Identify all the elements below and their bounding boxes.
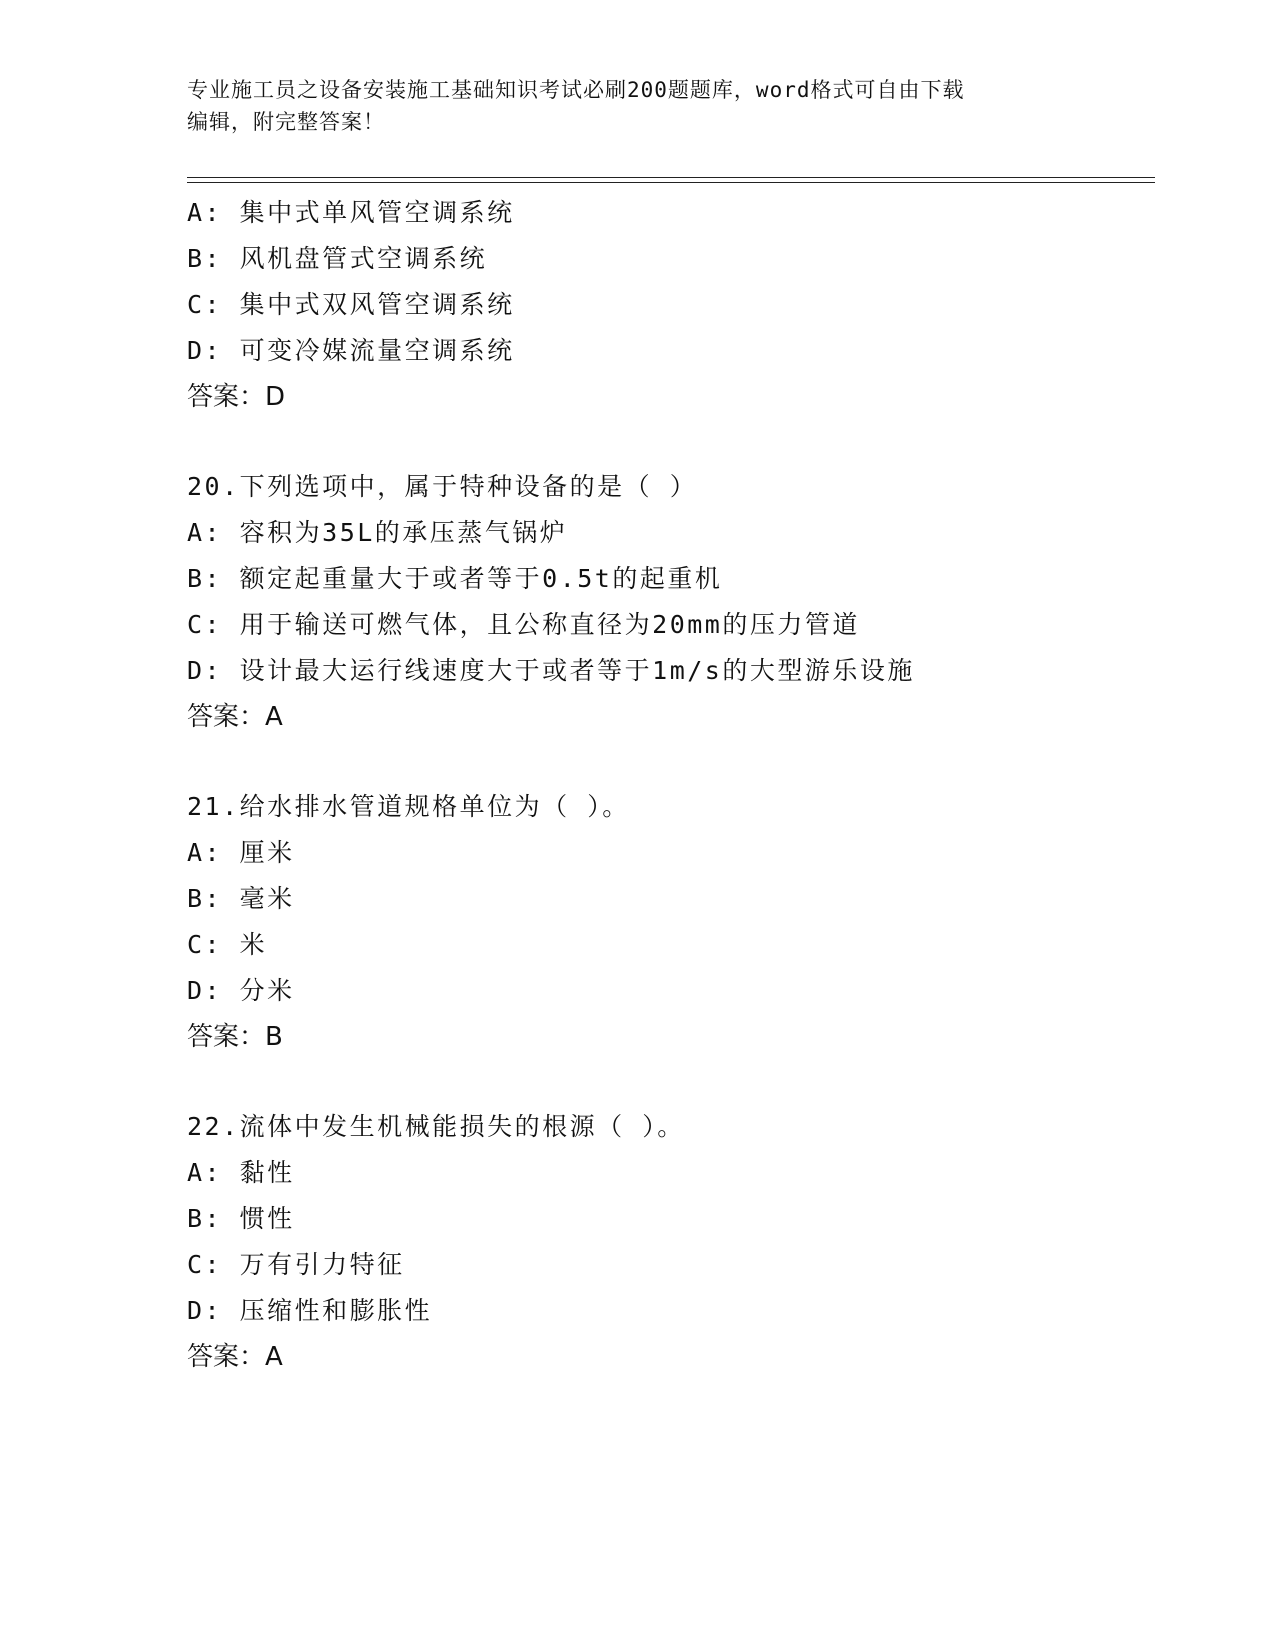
answer-line: 答案：A — [187, 1342, 283, 1372]
question-text: 21.给水排水管道规格单位为（ ）。 — [187, 792, 630, 821]
document-header — [187, 74, 1067, 138]
option-b: B: 毫米 — [187, 884, 295, 913]
option-b: B: 惯性 — [187, 1204, 295, 1233]
question-text: 22.流体中发生机械能损失的根源（ ）。 — [187, 1112, 685, 1141]
spacer — [187, 1060, 1157, 1104]
spacer — [187, 740, 1157, 784]
option-a: A: 厘米 — [187, 838, 295, 867]
option-b: B: 风机盘管式空调系统 — [187, 244, 488, 273]
option-a: A: 黏性 — [187, 1158, 295, 1187]
option-c: C: 米 — [187, 930, 268, 959]
header-line-2: 编辑，附完整答案！ — [187, 110, 385, 134]
question-block-19 — [187, 190, 1157, 420]
option-a: A: 容积为35L的承压蒸气锅炉 — [187, 518, 568, 547]
header-divider-bottom — [187, 182, 1155, 183]
option-a: A: 集中式单风管空调系统 — [187, 198, 515, 227]
answer-line: 答案：A — [187, 702, 283, 732]
header-line-1: 专业施工员之设备安装施工基础知识考试必刷200题题库，word格式可自由下载 — [187, 78, 965, 102]
header-divider-top — [187, 177, 1155, 178]
option-c: C: 集中式双风管空调系统 — [187, 290, 515, 319]
answer-line: 答案：B — [187, 1022, 283, 1052]
option-d: D: 分米 — [187, 976, 295, 1005]
question-list — [187, 190, 1157, 1380]
option-d: D: 可变冷媒流量空调系统 — [187, 336, 515, 365]
spacer — [187, 420, 1157, 464]
option-d: D: 设计最大运行线速度大于或者等于1m/s的大型游乐设施 — [187, 656, 915, 685]
option-d: D: 压缩性和膨胀性 — [187, 1296, 433, 1325]
question-block-22 — [187, 1104, 1157, 1380]
option-c: C: 万有引力特征 — [187, 1250, 405, 1279]
option-c: C: 用于输送可燃气体，且公称直径为20mm的压力管道 — [187, 610, 860, 639]
question-block-21 — [187, 784, 1157, 1060]
question-text: 20.下列选项中，属于特种设备的是（ ） — [187, 472, 698, 501]
question-block-20 — [187, 464, 1157, 740]
option-b: B: 额定起重量大于或者等于0.5t的起重机 — [187, 564, 723, 593]
answer-line: 答案：D — [187, 382, 286, 412]
